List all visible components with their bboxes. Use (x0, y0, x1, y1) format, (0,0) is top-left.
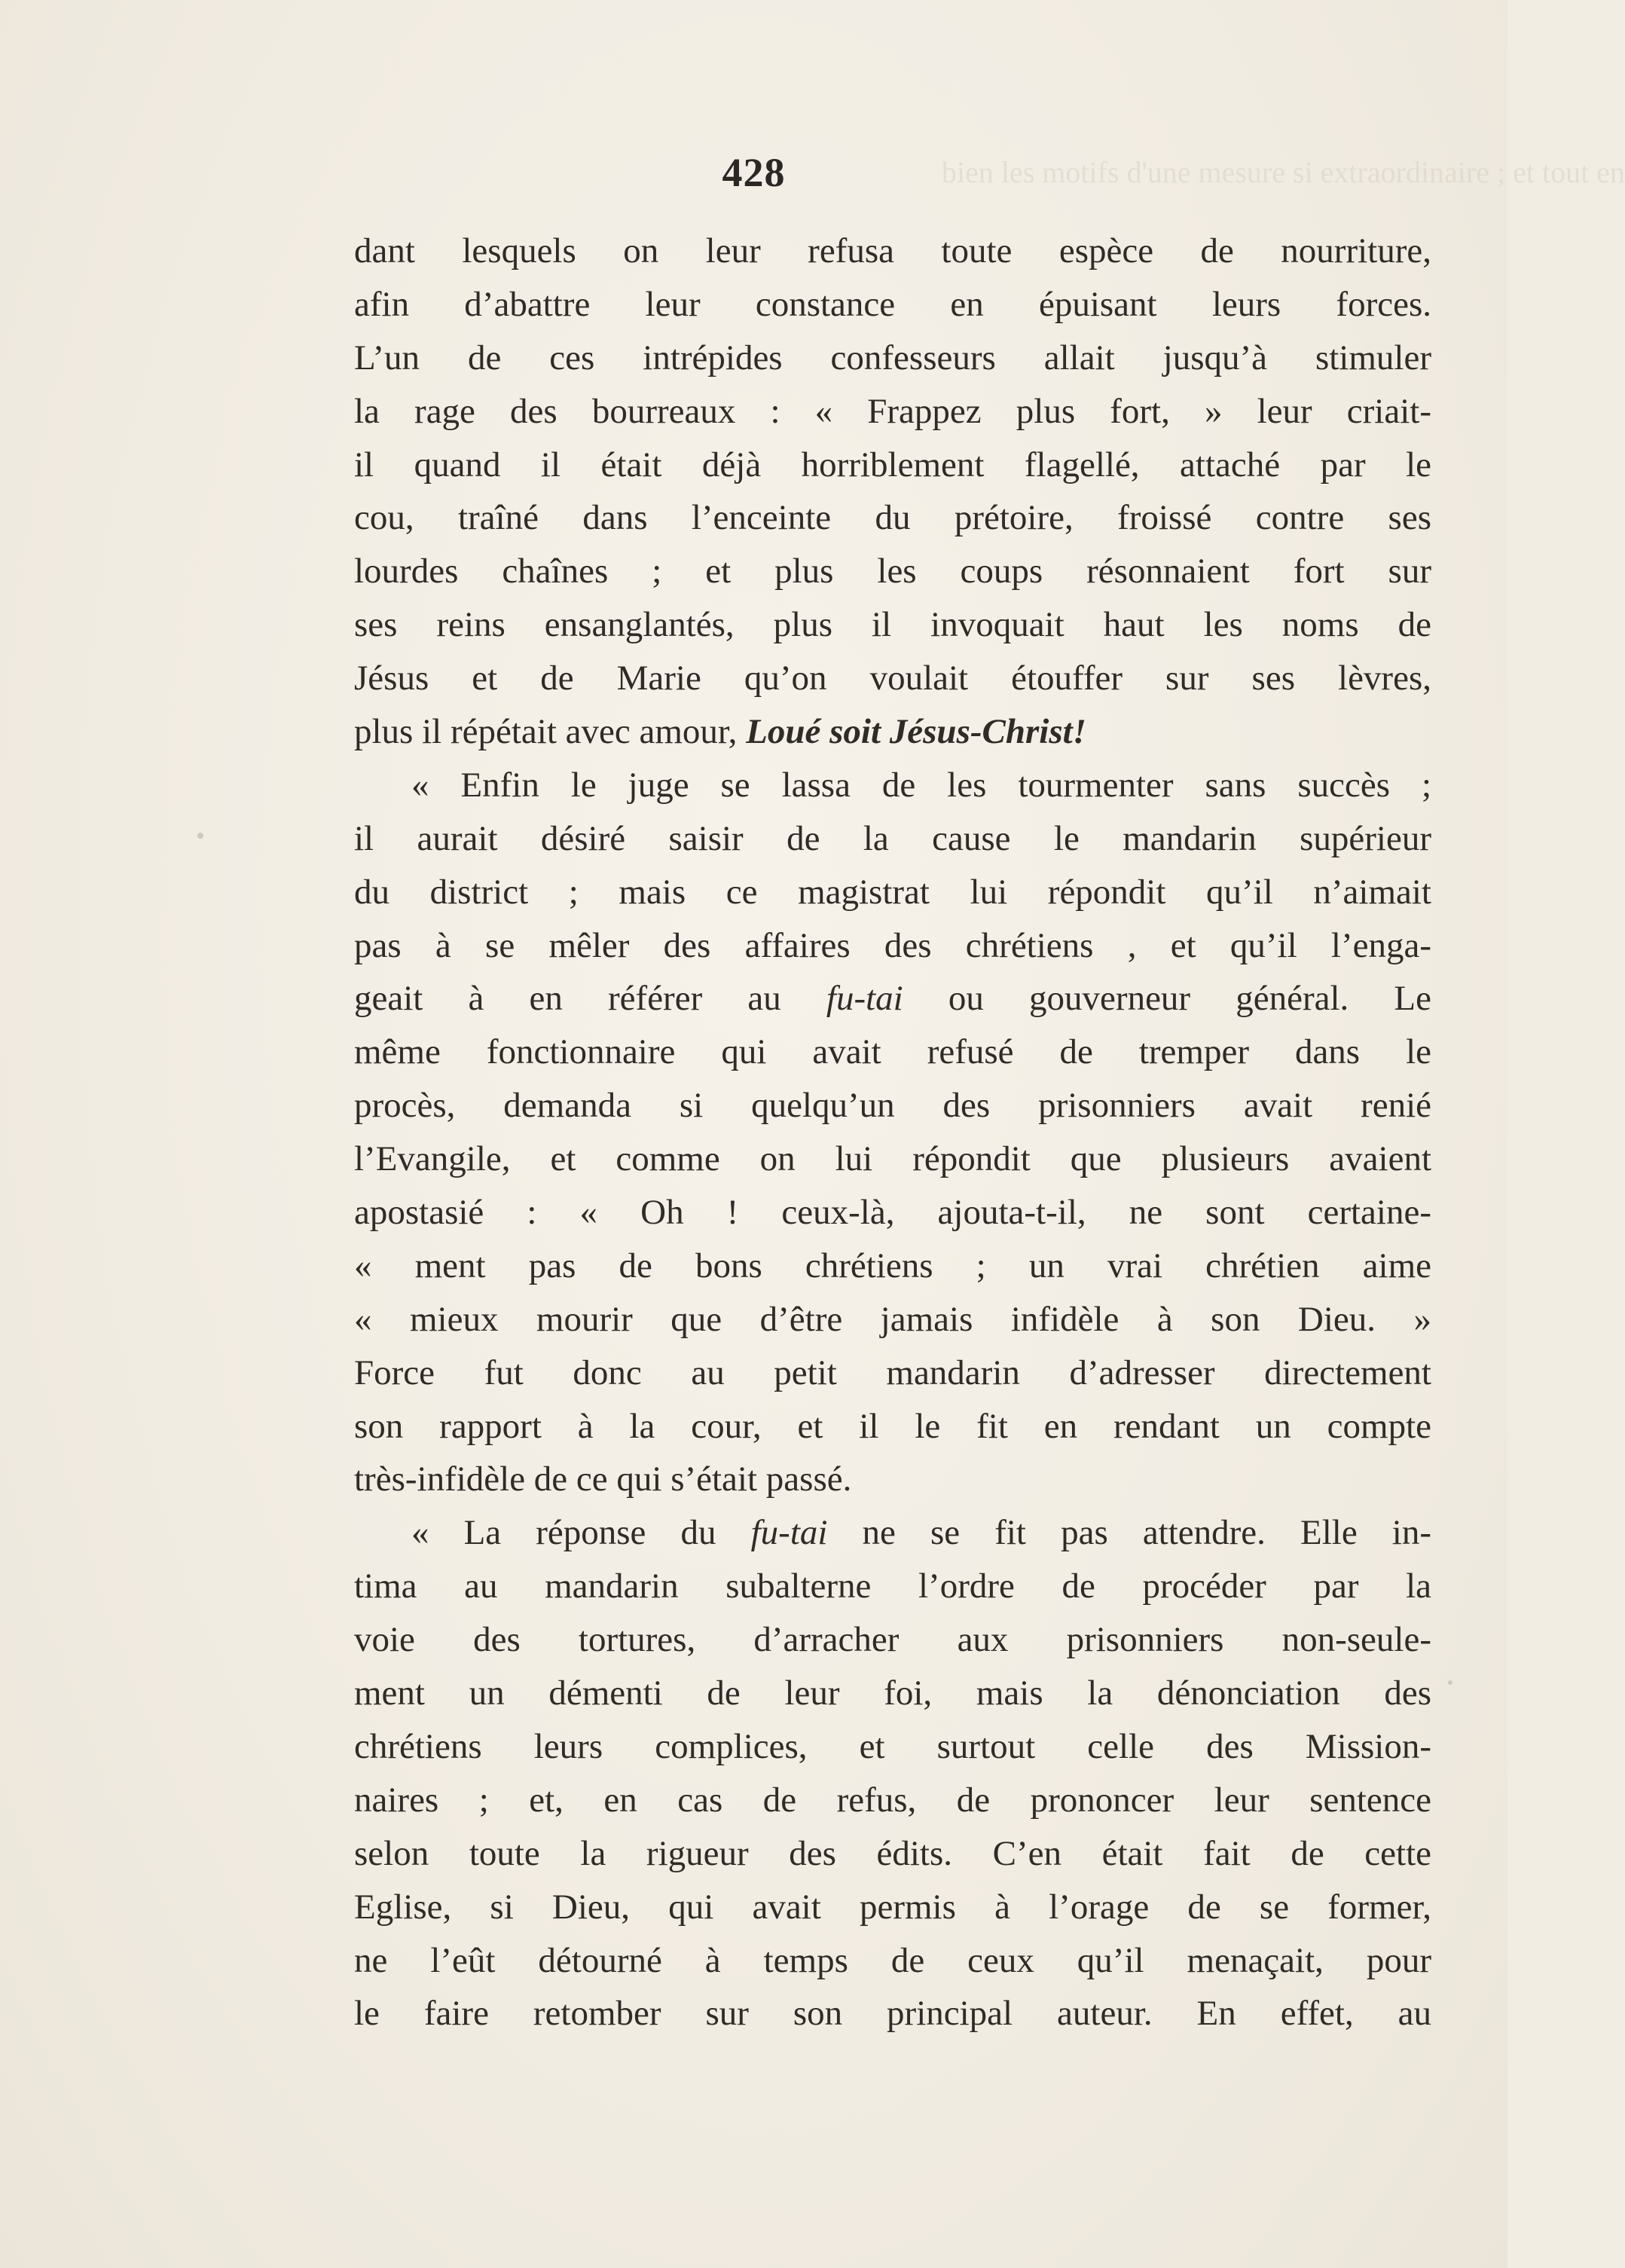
text-line-content: lourdes chaînes ; et plus les coups résonnaient fort sur (354, 552, 1431, 591)
text-line (354, 1186, 1431, 1239)
text-line (354, 1560, 1431, 1613)
text-line (354, 1987, 1431, 2040)
text-line (354, 919, 1431, 973)
text-line-content: voie des tortures, d’arracher aux prisonniers non-seule- (354, 1620, 1431, 1660)
text-line (354, 545, 1431, 598)
text-line-continuation: ou gouverneur général. Le (903, 979, 1432, 1019)
text-line-content: afin d’abattre leur constance en épuisant leurs forces. (354, 284, 1431, 324)
text-line (354, 1132, 1431, 1186)
page-number: 428 (722, 150, 786, 195)
italic-term: fu-tai (750, 1513, 828, 1553)
text-line-content: Eglise, si Dieu, qui avait permis à l’orage de se former, (354, 1887, 1431, 1927)
text-line-content: apostasié : « Oh ! ceux-là, ajouta-t-il, ne sont certaine- (354, 1193, 1431, 1233)
text-line (354, 812, 1431, 866)
text-line (354, 1667, 1431, 1720)
text-line (354, 705, 1431, 759)
text-line-content: ne l’eût détourné à temps de ceux qu’il menaçait, pour (354, 1940, 1431, 1980)
text-line (354, 225, 1431, 278)
text-line-content: du district ; mais ce magistrat lui répondit qu’il n’aimait (354, 872, 1431, 912)
italic-term: Loué soit Jésus-Christ! (746, 712, 1086, 752)
text-line-content: « Enfin le juge se lassa de les tourmenter sans succès ; (411, 765, 1431, 805)
text-line (354, 1346, 1431, 1400)
text-line-content: même fonctionnaire qui avait refusé de tremper dans le (354, 1032, 1431, 1072)
text-line-content: tima au mandarin subalterne l’ordre de procéder par la (354, 1567, 1431, 1606)
text-line-content: l’Evangile, et comme on lui répondit que plusieurs avaient (354, 1139, 1431, 1179)
italic-term: fu-tai (826, 979, 903, 1019)
text-line-content: très-infidèle de ce qui s’était passé. (354, 1460, 852, 1499)
text-line (354, 385, 1431, 439)
paper-speck (197, 833, 203, 839)
paper-speck (1448, 1680, 1452, 1685)
text-line (354, 1079, 1431, 1132)
text-line-content: procès, demanda si quelqu’un des prisonniers avait renié (354, 1086, 1431, 1126)
text-line-content: le faire retomber sur son principal auteur. En effet, au (354, 1994, 1431, 2034)
text-line-content: ses reins ensanglantés, plus il invoquait haut les noms de (354, 605, 1431, 645)
text-line-content: chrétiens leurs complices, et surtout celle des Mission- (354, 1726, 1431, 1766)
text-line-content: geait à en référer au (354, 979, 826, 1019)
text-line (354, 759, 1431, 812)
text-line (354, 1934, 1431, 1988)
text-line (354, 1613, 1431, 1667)
text-line-content: ment un démenti de leur foi, mais la dénonciation des (354, 1673, 1431, 1713)
text-line-content: son rapport à la cour, et il le fit en rendant un compte (354, 1406, 1431, 1446)
text-line-content: Force fut donc au petit mandarin d’adresser directement (354, 1353, 1431, 1392)
text-line-content: L’un de ces intrépides confesseurs allait jusqu’à stimuler (354, 338, 1431, 377)
text-line-content: selon toute la rigueur des édits. C’en était fait de cette (354, 1833, 1431, 1873)
text-line-content: plus il répétait avec amour, (354, 712, 747, 752)
text-line-content: « mieux mourir que d’être jamais infidèle à son Dieu. » (354, 1299, 1431, 1339)
text-line (354, 1293, 1431, 1346)
text-line-content: il quand il était déjà horriblement flagellé, attaché par le (354, 445, 1431, 484)
text-line (354, 1881, 1431, 1934)
text-line-content: pas à se mêler des affaires des chrétiens , et qu’il l’enga- (354, 925, 1431, 965)
text-line (354, 598, 1431, 652)
text-line (354, 1400, 1431, 1453)
body-text (354, 225, 1431, 2040)
text-line (354, 1506, 1431, 1560)
text-line (354, 1025, 1431, 1079)
text-line (354, 1720, 1431, 1774)
text-line (354, 1774, 1431, 1827)
text-line-content: la rage des bourreaux : « Frappez plus fort, » leur criait- (354, 391, 1431, 431)
bleed-through-text: bien les motifs d'une mesure si extraordinaire ; et tout en (942, 155, 1625, 189)
text-line-content: il aurait désiré saisir de la cause le mandarin supérieur (354, 818, 1431, 858)
text-line-content: dant lesquels on leur refusa toute espèce de nourriture, (354, 231, 1431, 271)
text-line-content: « ment pas de bons chrétiens ; un vrai chrétien aime (354, 1246, 1431, 1285)
text-line (354, 1239, 1431, 1293)
text-line-content: cou, traîné dans l’enceinte du prétoire, froissé contre ses (354, 498, 1431, 538)
text-line-continuation: ne se fit pas attendre. Elle in- (827, 1513, 1432, 1553)
text-line (354, 1827, 1431, 1881)
text-line (354, 332, 1431, 385)
text-line (354, 439, 1431, 492)
text-line (354, 1453, 1431, 1506)
text-line-content: « La réponse du (411, 1513, 751, 1553)
text-line-content: Jésus et de Marie qu’on voulait étouffer sur ses lèvres, (354, 659, 1431, 698)
text-line (354, 866, 1431, 919)
text-line (354, 491, 1431, 545)
text-line (354, 278, 1431, 332)
text-line (354, 652, 1431, 705)
text-line (354, 972, 1431, 1025)
text-line-content: naires ; et, en cas de refus, de prononcer leur sentence (354, 1780, 1431, 1820)
